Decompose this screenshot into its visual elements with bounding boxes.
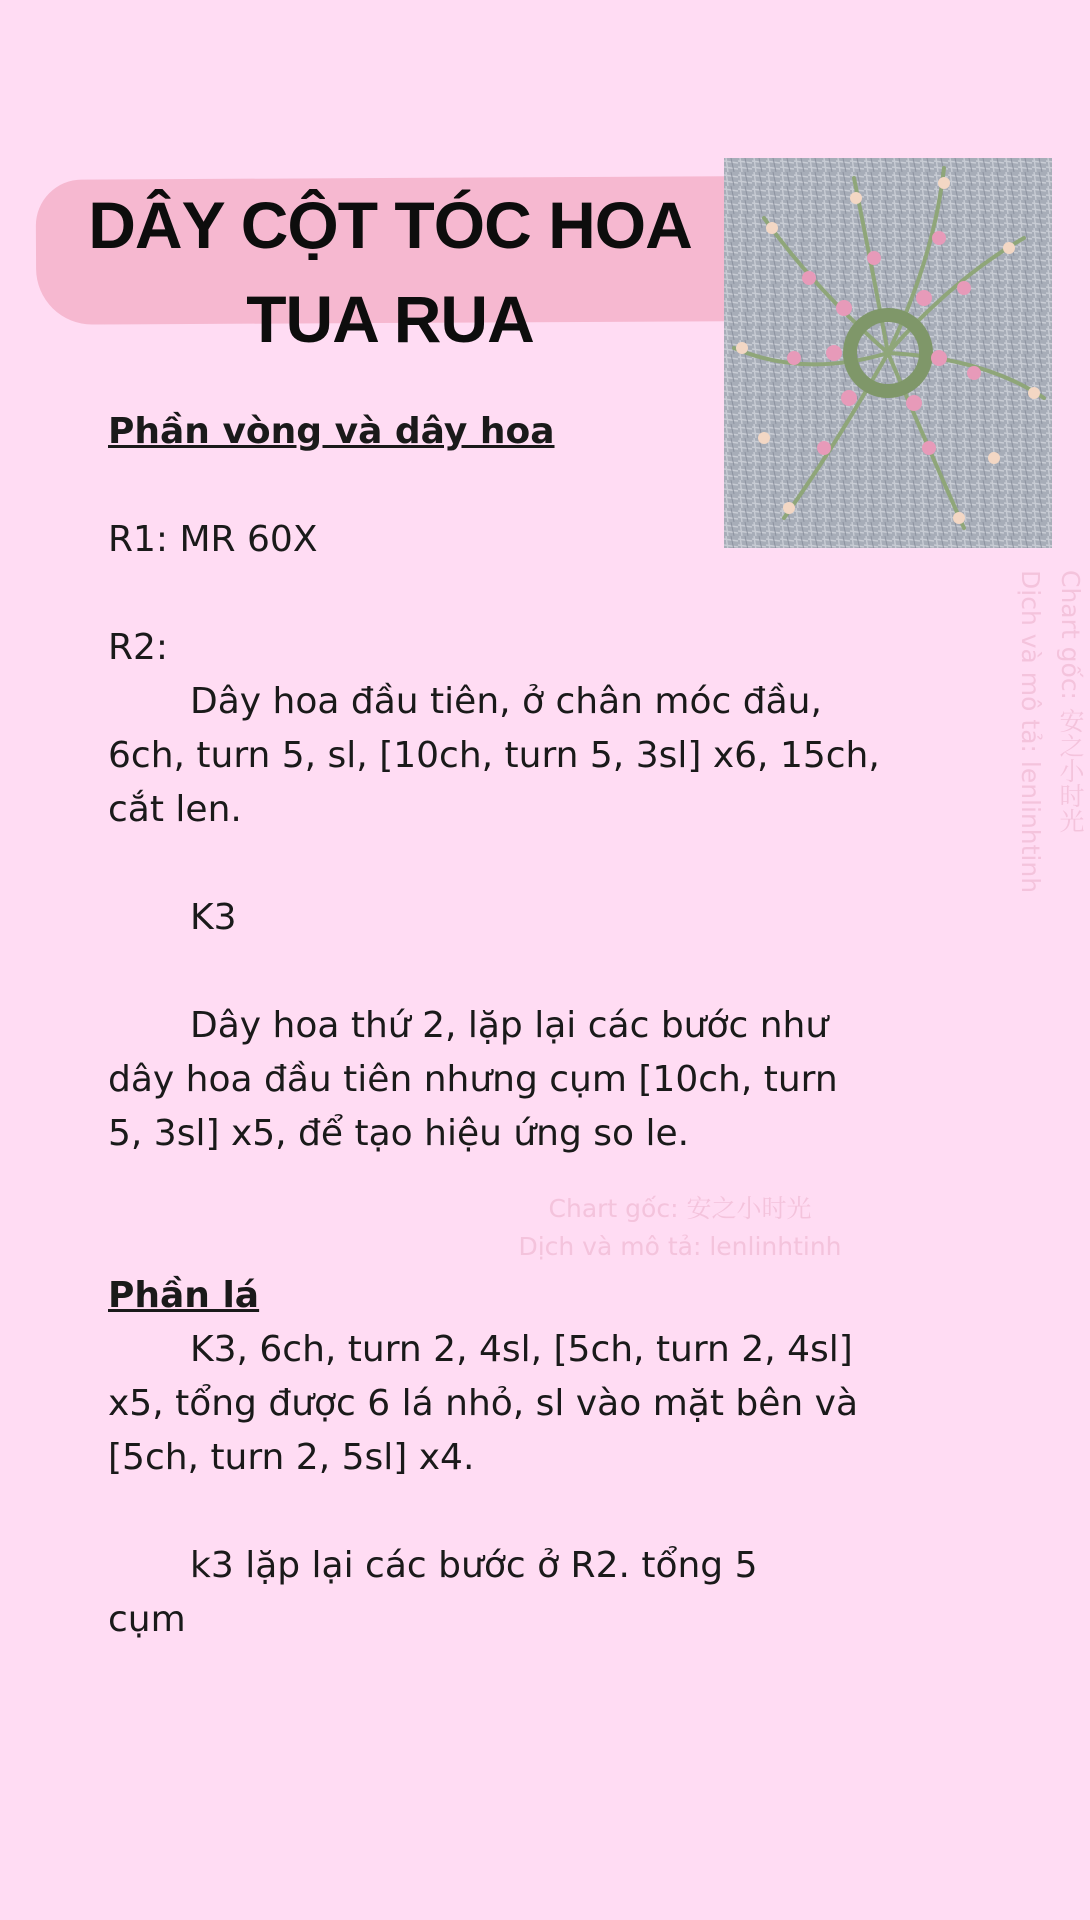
leaves-line-2: x5, tổng được 6 lá nhỏ, sl vào mặt bên và: [108, 1383, 859, 1424]
title-line-2: TUA RUA: [246, 282, 534, 356]
watermark-vertical-chart-source: Chart gốc: 安之小时光: [1056, 570, 1085, 833]
second-strand-line-1: Dây hoa thứ 2, lặp lại các bước như: [190, 1005, 829, 1046]
leaves-line-4: k3 lặp lại các bước ở R2. tổng 5: [190, 1545, 758, 1586]
watermark-chart-source: Chart gốc: 安之小时光: [548, 1194, 812, 1223]
section-heading-leaves: Phần lá: [108, 1275, 260, 1316]
leaves-line-5: cụm: [108, 1599, 186, 1640]
section-heading-ring: Phần vòng và dây hoa: [108, 411, 555, 452]
page-title: [40, 178, 740, 366]
watermark-translator: Dịch và mô tả: lenlinhtinh: [518, 1232, 842, 1261]
k3-step: K3: [190, 897, 237, 938]
round-2-line-3: cắt len.: [108, 789, 242, 830]
leaves-line-3: [5ch, turn 2, 5sl] x4.: [108, 1437, 475, 1478]
second-strand-line-3: 5, 3sl] x5, để tạo hiệu ứng so le.: [108, 1113, 690, 1154]
watermark-vertical-translator: Dịch và mô tả: lenlinhtinh: [1016, 570, 1045, 894]
round-2-label: R2:: [108, 627, 169, 668]
round-2-line-2: 6ch, turn 5, sl, [10ch, turn 5, 3sl] x6, 15ch,: [108, 735, 880, 776]
second-strand-line-2: dây hoa đầu tiên nhưng cụm [10ch, turn: [108, 1059, 838, 1100]
title-line-1: DÂY CỘT TÓC HOA: [88, 188, 692, 262]
round-2-line-1: Dây hoa đầu tiên, ở chân móc đầu,: [190, 681, 822, 722]
watermark-vertical: [1010, 570, 1090, 893]
leaves-line-1: K3, 6ch, turn 2, 4sl, [5ch, turn 2, 4sl]: [190, 1329, 853, 1370]
round-1: R1: MR 60X: [108, 519, 318, 560]
watermark-center: [480, 1190, 880, 1266]
pattern-instructions: [108, 405, 908, 1647]
